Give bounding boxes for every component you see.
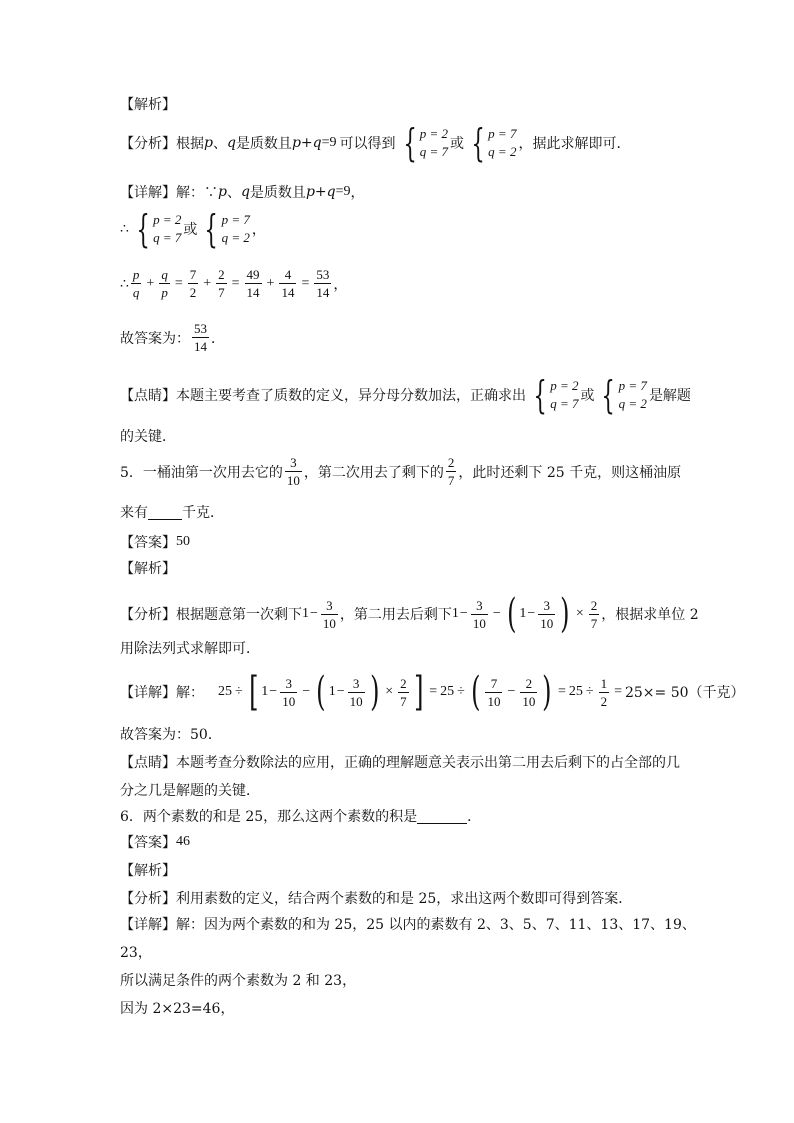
times-sign: × <box>575 606 584 621</box>
q5-fenxi-line-2 <box>120 638 260 658</box>
fraction <box>192 322 209 353</box>
sys-row: q = 2 <box>618 396 647 411</box>
q6-answer-value: 46 <box>176 834 190 849</box>
plus-sign: + <box>146 275 155 291</box>
numerator: 1 <box>600 675 608 691</box>
number-one: 1 <box>328 684 336 699</box>
denominator: 2 <box>600 693 608 709</box>
daan-tag: 【答案】 <box>120 535 176 551</box>
numerator: 3 <box>285 675 292 691</box>
denominator: 14 <box>194 339 207 354</box>
var-q: q <box>312 135 322 151</box>
number-one: 1 <box>261 684 269 699</box>
q6-xiangjie-line-3 <box>120 970 356 990</box>
denominator: 7 <box>447 473 455 488</box>
q5-text-c: ，此时还剩下 25 千克，则这桶油原 <box>458 464 682 481</box>
numerator: 3 <box>326 597 333 613</box>
sys-row: p = 2 <box>419 126 448 141</box>
fraction <box>599 677 610 708</box>
dianjing-text-b: 是解题 <box>648 388 691 404</box>
q6-xiangjie-text-a: 解：因为两个素数的和为 25，25 以内的素数有 2、3、5、7、11、13、17、19、 <box>176 917 696 933</box>
q6-text-b: ． <box>467 809 482 825</box>
q5-text-b: ，第二次用去了剩下的 <box>303 464 444 481</box>
comma: ， <box>350 185 365 201</box>
plus-sign: + <box>266 275 275 291</box>
denominator: 7 <box>400 693 407 709</box>
numerator: 7 <box>490 675 498 691</box>
fenxi-text-b: 是质数且 <box>235 136 292 152</box>
fraction <box>348 677 365 708</box>
minus-sign: − <box>336 684 345 699</box>
numerator: 3 <box>476 597 483 613</box>
numerator: p <box>132 267 140 282</box>
numerator: 3 <box>543 597 550 613</box>
equals-sign: = <box>429 684 438 699</box>
q5-result: 25×= 50（千克） <box>624 685 745 701</box>
xiangjie-tag: 【详解】 <box>120 917 176 933</box>
equation-system-1: { p = 2 q = 7 <box>533 373 579 417</box>
q6-xiangjie-text-c: 所以满足条件的两个素数为 2 和 23， <box>120 973 357 989</box>
comma: 、 <box>226 185 241 201</box>
q6-jiexi-heading <box>120 860 176 880</box>
q5-text-a: 5．一桶油第一次用去它的 <box>120 464 283 481</box>
equals-sign: = <box>614 684 622 699</box>
q5-answer-statement <box>120 724 222 744</box>
denominator: 10 <box>540 615 554 631</box>
fenxi-text-c: 可以得到 <box>339 136 396 152</box>
var-p: p <box>218 184 227 200</box>
q5-dianjing-text-b: 分之几是解题的关键． <box>120 783 260 799</box>
fraction <box>314 268 331 299</box>
number-one: 1 <box>451 606 459 621</box>
left-paren: ( <box>506 591 517 637</box>
sys-row: p = 2 <box>153 212 182 227</box>
equals-sign: = <box>231 275 240 291</box>
minus-sign: − <box>310 606 318 621</box>
q5-fenxi-text-c: ，根据求单位 2 <box>601 607 699 623</box>
q5-dianjing-line-2 <box>120 780 260 800</box>
denominator: 10 <box>286 473 300 488</box>
q6-fenxi-line <box>120 888 632 908</box>
var-p: p <box>305 184 315 200</box>
fraction <box>589 599 600 630</box>
dianjing-text-c: 的关键． <box>120 429 176 445</box>
denominator: 14 <box>316 285 330 300</box>
denominator: 7 <box>218 285 225 300</box>
number-one: 1 <box>302 606 309 621</box>
divide-sign: ÷ <box>585 684 594 699</box>
q5-dianjing-line <box>120 752 680 772</box>
xiangjie-text-a: 解：∵ <box>176 185 218 201</box>
or-text: 或 <box>580 388 595 404</box>
minus-sign: − <box>492 606 501 621</box>
number-one: 1 <box>519 606 527 621</box>
denominator: p <box>161 285 168 300</box>
therefore-symbol: ∴ <box>120 221 129 237</box>
answer-blank[interactable] <box>148 505 182 520</box>
numerator: 4 <box>284 267 292 282</box>
numerator: q <box>161 267 168 282</box>
right-paren: ) <box>542 669 552 715</box>
equals-sign: = <box>174 275 183 291</box>
s4-fraction-calc <box>120 268 347 299</box>
fraction <box>446 456 457 487</box>
q6-answer-line <box>120 832 190 852</box>
s4-therefore-systems <box>120 207 266 251</box>
fenxi-text-d: ，据此求解即可． <box>518 136 631 152</box>
minus-sign: − <box>527 606 536 621</box>
equation-system-1: { p = 2 q = 7 <box>136 207 182 251</box>
sys-row: q = 7 <box>153 230 182 245</box>
eq-nine: =9 <box>335 184 351 199</box>
q5-jiexi-heading <box>120 558 176 578</box>
q5-answer-line <box>120 532 190 552</box>
period: ． <box>211 330 225 347</box>
right-paren: ) <box>560 591 570 637</box>
fraction <box>485 677 502 708</box>
denominator: 2 <box>189 285 197 300</box>
fraction <box>285 456 302 487</box>
s4-jiexi-heading <box>120 94 176 114</box>
q5-fenxi-text-a: 根据题意第一次剩下 <box>176 607 302 623</box>
answer-blank[interactable] <box>417 809 467 824</box>
denominator: 10 <box>349 693 363 709</box>
left-paren: ( <box>316 669 326 715</box>
q5-text-d: 来有 <box>120 505 148 521</box>
fenxi-tag: 【分析】 <box>120 891 176 907</box>
denominator: q <box>132 285 140 300</box>
denominator: 10 <box>487 693 501 709</box>
plus-sign: + <box>314 184 327 200</box>
answer-label: 故答案为： <box>120 330 190 347</box>
s4-answer-line <box>120 322 225 353</box>
comma: 、 <box>212 136 227 152</box>
q5-fenxi-line <box>120 591 699 637</box>
sys-row: q = 2 <box>488 144 517 159</box>
q6-fenxi-text: 利用素数的定义，结合两个素数的和是 25，求出这两个数即可得到答案． <box>176 891 633 907</box>
s4-dianjing-line <box>120 373 691 417</box>
times-sign: × <box>385 684 394 699</box>
var-q: q <box>326 184 336 200</box>
q5-fenxi-text-d: 用除法列式求解即可． <box>120 641 260 657</box>
s4-dianjing-line-2 <box>120 426 176 446</box>
dianjing-tag: 【点睛】 <box>120 388 176 404</box>
left-bracket: [ <box>248 669 259 715</box>
fraction <box>245 268 262 299</box>
q5-question-line-2 <box>120 502 224 522</box>
fraction <box>398 677 409 708</box>
s4-fenxi-line <box>120 121 631 165</box>
or-text: 或 <box>183 222 198 238</box>
denominator: 14 <box>246 285 260 300</box>
dianjing-text-a: 本题主要考查了质数的定义，异分母分数加法，正确求出 <box>176 388 526 404</box>
var-q: q <box>240 184 250 200</box>
numerator: 3 <box>352 675 360 691</box>
comma: ， <box>251 222 266 238</box>
denominator: 7 <box>590 615 598 631</box>
right-paren: ) <box>369 669 380 715</box>
xiangjie-text-b: 是质数且 <box>249 185 306 201</box>
q5-xiangjie-line <box>120 669 745 715</box>
plus-sign: + <box>203 275 212 291</box>
jiexi-tag: 【解析】 <box>120 97 176 113</box>
xiangjie-tag: 【详解】 <box>120 185 176 201</box>
right-bracket: ] <box>413 669 424 715</box>
numerator: 2 <box>590 597 598 613</box>
equation-system-2: { p = 7 q = 2 <box>601 373 647 417</box>
fenxi-tag: 【分析】 <box>120 136 176 152</box>
q5-dianjing-text-a: 本题考查分数除法的应用，正确的理解题意关表示出第二用去后剩下的占全部的几 <box>176 755 680 771</box>
denominator: 10 <box>522 693 536 709</box>
numerator: 2 <box>400 675 407 691</box>
denominator: 10 <box>322 615 336 631</box>
jiexi-tag: 【解析】 <box>120 561 176 577</box>
q6-question-line <box>120 806 481 826</box>
or-text: 或 <box>449 136 464 152</box>
comma: ， <box>333 276 348 293</box>
q5-text-e: 千克． <box>182 505 224 521</box>
q5-answer-text: 故答案为：50． <box>120 727 222 743</box>
fenxi-text-a: 根据 <box>176 136 204 152</box>
q5-question-line <box>120 456 681 487</box>
numerator: 3 <box>290 455 297 470</box>
numerator: 2 <box>218 267 225 282</box>
xiangjie-tag: 【详解】 <box>120 685 176 701</box>
fraction <box>188 268 199 299</box>
numerator: 53 <box>194 321 207 336</box>
number-25: 25 <box>218 684 232 699</box>
fraction <box>471 599 488 630</box>
sys-row: p = 7 <box>221 212 250 227</box>
divide-sign: ÷ <box>235 684 243 699</box>
minus-sign: − <box>269 684 278 699</box>
equation-system-1: { p = 2 q = 7 <box>402 121 448 165</box>
numerator: 49 <box>246 267 260 282</box>
sys-row: q = 2 <box>221 230 250 245</box>
q5-answer-value: 50 <box>176 534 190 549</box>
minus-sign: − <box>459 606 468 621</box>
therefore-symbol: ∴ <box>120 275 129 292</box>
fraction <box>131 268 142 299</box>
q6-xiangjie-line-4 <box>120 998 234 1018</box>
number-25: 25 <box>440 684 455 699</box>
dianjing-tag: 【点睛】 <box>120 755 176 771</box>
equation-system-2: { p = 7 q = 2 <box>471 121 517 165</box>
fenxi-tag: 【分析】 <box>120 607 176 623</box>
number-25: 25 <box>568 684 583 699</box>
sys-row: q = 7 <box>419 144 448 159</box>
plus-sign: + <box>300 135 313 151</box>
var-p: p <box>291 135 301 151</box>
fraction <box>279 268 296 299</box>
q6-xiangjie-text-b: 23， <box>120 945 152 961</box>
fraction <box>216 268 227 299</box>
divide-sign: ÷ <box>457 684 465 699</box>
numerator: 7 <box>189 267 197 282</box>
eq-nine: =9 <box>321 135 337 150</box>
equals-sign: = <box>301 275 310 291</box>
fraction <box>520 677 537 708</box>
q6-text-a: 6．两个素数的和是 25，那么这两个素数的积是 <box>120 809 418 825</box>
denominator: 10 <box>472 615 486 631</box>
sys-row: p = 7 <box>488 126 517 141</box>
q6-xiangjie-line-2 <box>120 942 152 962</box>
fraction <box>280 677 297 708</box>
q5-xiangjie-text-a: 解： <box>176 685 204 701</box>
minus-sign: − <box>507 684 516 699</box>
q6-xiangjie-text-d: 因为 2×23=46， <box>120 1001 235 1017</box>
q6-xiangjie-line <box>120 914 696 934</box>
sys-row: p = 7 <box>618 378 647 393</box>
fraction <box>159 268 170 299</box>
fraction <box>321 599 338 630</box>
fraction <box>538 599 555 630</box>
numerator: 2 <box>447 455 455 470</box>
daan-tag: 【答案】 <box>120 835 176 851</box>
sys-row: q = 7 <box>550 396 579 411</box>
minus-sign: − <box>302 684 311 699</box>
denominator: 10 <box>282 693 296 709</box>
numerator: 53 <box>316 267 330 282</box>
numerator: 2 <box>525 675 533 691</box>
q5-fenxi-text-b: ，第二用去后剩下 <box>339 607 452 623</box>
var-q: q <box>226 135 236 151</box>
s4-xiangjie-line <box>120 182 365 202</box>
denominator: 14 <box>281 285 295 300</box>
left-paren: ( <box>470 669 481 715</box>
equals-sign: = <box>557 684 566 699</box>
var-p: p <box>204 135 213 151</box>
equation-system-2: { p = 7 q = 2 <box>204 207 250 251</box>
sys-row: p = 2 <box>550 378 579 393</box>
jiexi-tag: 【解析】 <box>120 863 176 879</box>
